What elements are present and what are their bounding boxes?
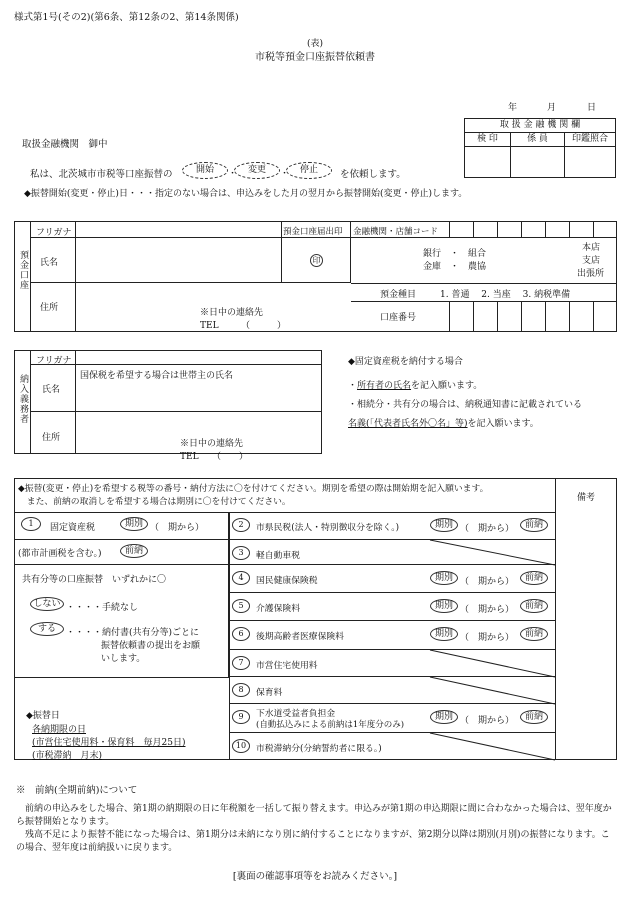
co-own-no-option[interactable]: しない [30, 597, 64, 611]
taxpayer-furigana-label: フリガナ [36, 356, 72, 366]
period-option-4[interactable]: 期別 [430, 571, 458, 585]
addressee: 取扱金融機関 御中 [22, 139, 108, 150]
period-option-5[interactable]: 期別 [430, 599, 458, 613]
tax-name-2: 市県民税(法人・特別徴収分を除く。) [256, 523, 400, 533]
account-no-label: 口座番号 [380, 313, 417, 323]
tax-no-1[interactable]: 1 [21, 517, 41, 531]
bank-types-2: 金庫 ・ 農協 [423, 262, 487, 272]
period-from-5: （ 期から） [460, 605, 515, 615]
co-own-title: 共有分等の口座振替 いずれかに〇 [22, 575, 167, 585]
transfer-day-line2: (市営住宅使用料・保育料 毎月25日) [32, 738, 186, 748]
deposit-side-label: 預金口座 [18, 250, 28, 290]
bank-types: 銀行 ・ 組合 [423, 249, 487, 259]
co-own-yes-text-2: 振替依頼書の提出をお願 [101, 641, 201, 651]
taxpayer-name-label: 氏名 [42, 385, 61, 395]
date-month: 月 [547, 103, 557, 113]
period-from-6: （ 期から） [460, 633, 515, 643]
strike-row-8 [430, 677, 555, 704]
strike-row-10 [430, 733, 555, 760]
date-day: 日 [587, 103, 597, 113]
footer-back-note: [裏面の確認事項等をお読みください。] [232, 871, 398, 882]
tax-no-3[interactable]: 3 [232, 546, 250, 560]
tax-name-10: 市税滞納分(分納誓約者に限る。) [256, 744, 382, 754]
bank-box-col: 検 印 [465, 133, 511, 146]
tax-name-8: 保育料 [256, 688, 283, 698]
period-from-1: （ 期から） [150, 523, 205, 533]
form-id: 様式第1号(その2)(第6条、第12条の2、第14条関係) [14, 12, 239, 23]
prepay-option-1[interactable]: 前納 [120, 544, 148, 558]
deposit-tel: TEL （ ） [200, 321, 287, 331]
taxpayer-tel: TEL （ ） [180, 452, 249, 462]
request-note: ◆振替開始(変更・停止)日・・・指定のない場合は、申込みをした月の翌月から振替開始(変更・停止)します。 [24, 189, 468, 199]
bank-box-col: 印鑑照合 [571, 134, 608, 144]
taxpayer-contact: ※日中の連絡先 [180, 439, 244, 449]
co-own-yes-text-3: いします。 [101, 654, 146, 664]
tax-no-4[interactable]: 4 [232, 571, 250, 585]
fixed-note-line2: ・相続分・共有分の場合は、納税通知書に記載されている [348, 400, 583, 410]
taxpayer-side-label: 納入義務者 [18, 374, 28, 424]
seal-mark-icon: 印 [310, 254, 323, 267]
tax-name-5: 介護保険料 [256, 604, 300, 614]
taxpayer-address-label: 住所 [42, 433, 61, 443]
fixed-note-line1: ・所有者の氏名を記入願います。 [348, 381, 483, 391]
transfer-day-title: ◆振替日 [26, 711, 60, 721]
co-own-yes-text: ・・・・納付書(共有分等)ごとに [66, 628, 200, 638]
tax-no-5[interactable]: 5 [232, 599, 250, 613]
period-from-9: （ 期から） [460, 716, 515, 726]
form-side: (表) [306, 39, 324, 49]
period-option-9[interactable]: 期別 [430, 710, 458, 724]
period-option-1[interactable]: 期別 [120, 517, 148, 531]
footer-p2: 残高不足により振替不能になった場合は、第1期分は未納になり別に納付することになりますが、第2期分以降は期別(月別)の振替になります。この場合、翌年度は前納扱いに戻ります。 [16, 830, 610, 853]
option-change[interactable]: 変更 [234, 162, 280, 179]
co-own-no-text: ・・・・手続なし [66, 603, 139, 613]
strike-row-3 [430, 540, 555, 565]
tax-no-8[interactable]: 8 [232, 683, 250, 697]
remarks-label: 備考 [577, 493, 596, 503]
tax-sub-9: (自動払込みによる前納は1年度分のみ) [256, 720, 405, 730]
prepay-option-5[interactable]: 前納 [520, 599, 548, 613]
account-types: 1. 普通 2. 当座 3. 納税準備 [440, 290, 571, 300]
prepay-option-4[interactable]: 前納 [520, 571, 548, 585]
taxpayer-name-note: 国保税を希望する場合は世帯主の氏名 [80, 371, 234, 381]
branch-office: 出張所 [577, 269, 605, 279]
deposit-address-label: 住所 [40, 303, 59, 313]
fixed-note-line3: 名義(「代表者氏名外〇名」等)を記入願います。 [348, 419, 539, 429]
tax-no-7[interactable]: 7 [232, 656, 250, 670]
tax-name-3: 軽自動車税 [256, 551, 300, 561]
prepay-option-6[interactable]: 前納 [520, 627, 548, 641]
seal-label: 預金口座届出印 [283, 227, 343, 237]
fixed-note-title: ◆固定資産税を納付する場合 [348, 357, 463, 367]
period-option-6[interactable]: 期別 [430, 627, 458, 641]
tax-intro-1: ◆振替(変更・停止)を希望する税等の番号・納付方法に〇を付けてください。期別を希望の際は開始期を記入願います。 [18, 484, 489, 494]
footer-p1: 前納の申込みをした場合、第1期の納期限の日に年税額を一括して振り替えます。申込みが第1期の申込期限に間に合わなかった場合は、翌年度から振替開始となります。 [16, 804, 612, 827]
footer-title: ※ 前納(全期前納)について [16, 785, 138, 796]
tax-no-6[interactable]: 6 [232, 627, 250, 641]
prepay-option-9[interactable]: 前納 [520, 710, 548, 724]
tax-name-6: 後期高齢者医療保険料 [256, 632, 344, 642]
deposit-furigana-label: フリガナ [36, 228, 72, 238]
branch-main: 本店 [582, 243, 601, 253]
tax-no-2[interactable]: 2 [232, 518, 250, 532]
strike-row-7 [430, 650, 555, 677]
tax-name-1: 固定資産税 [50, 523, 96, 533]
deposit-name-label: 氏名 [40, 258, 59, 268]
tax-sub-1: (都市計画税を含む。) [18, 549, 102, 559]
request-prefix: 私は、北茨城市市税等口座振替の [30, 169, 173, 180]
tax-no-10[interactable]: 10 [232, 739, 250, 753]
co-own-yes-option[interactable]: する [30, 622, 64, 636]
period-from-4: （ 期から） [460, 577, 515, 587]
tax-name-4: 国民健康保険税 [256, 576, 318, 586]
account-type-label: 預金種目 [380, 290, 417, 300]
transfer-day-line3: (市税滞納 月末) [32, 751, 103, 761]
prepay-option-2[interactable]: 前納 [520, 518, 548, 532]
tax-no-9[interactable]: 9 [232, 710, 250, 724]
bank-code-label: 金融機関・店舗コード [353, 227, 439, 237]
request-suffix: を依頼します。 [340, 169, 406, 180]
option-start[interactable]: 開始 [182, 162, 228, 179]
page-title: 市税等預金口座振替依頼書 [255, 52, 375, 63]
period-from-2: （ 期から） [460, 524, 515, 534]
tax-name-9: 下水道受益者負担金 [256, 709, 336, 719]
deposit-contact: ※日中の連絡先 [200, 308, 264, 318]
branch-sub: 支店 [582, 256, 601, 266]
tax-intro-2: また、前納の取消しを希望する場合は期別に〇を付けてください。 [18, 497, 291, 507]
date-year: 年 [508, 103, 518, 113]
option-stop[interactable]: 停止 [286, 162, 332, 179]
transfer-day-line1: 各納期限の日 [32, 725, 87, 735]
period-option-2[interactable]: 期別 [430, 518, 458, 532]
tax-name-7: 市営住宅使用料 [256, 661, 318, 671]
bank-box-col: 係 員 [511, 133, 565, 146]
bank-box-title: 取 扱 金 融 機 関 欄 [465, 119, 615, 133]
